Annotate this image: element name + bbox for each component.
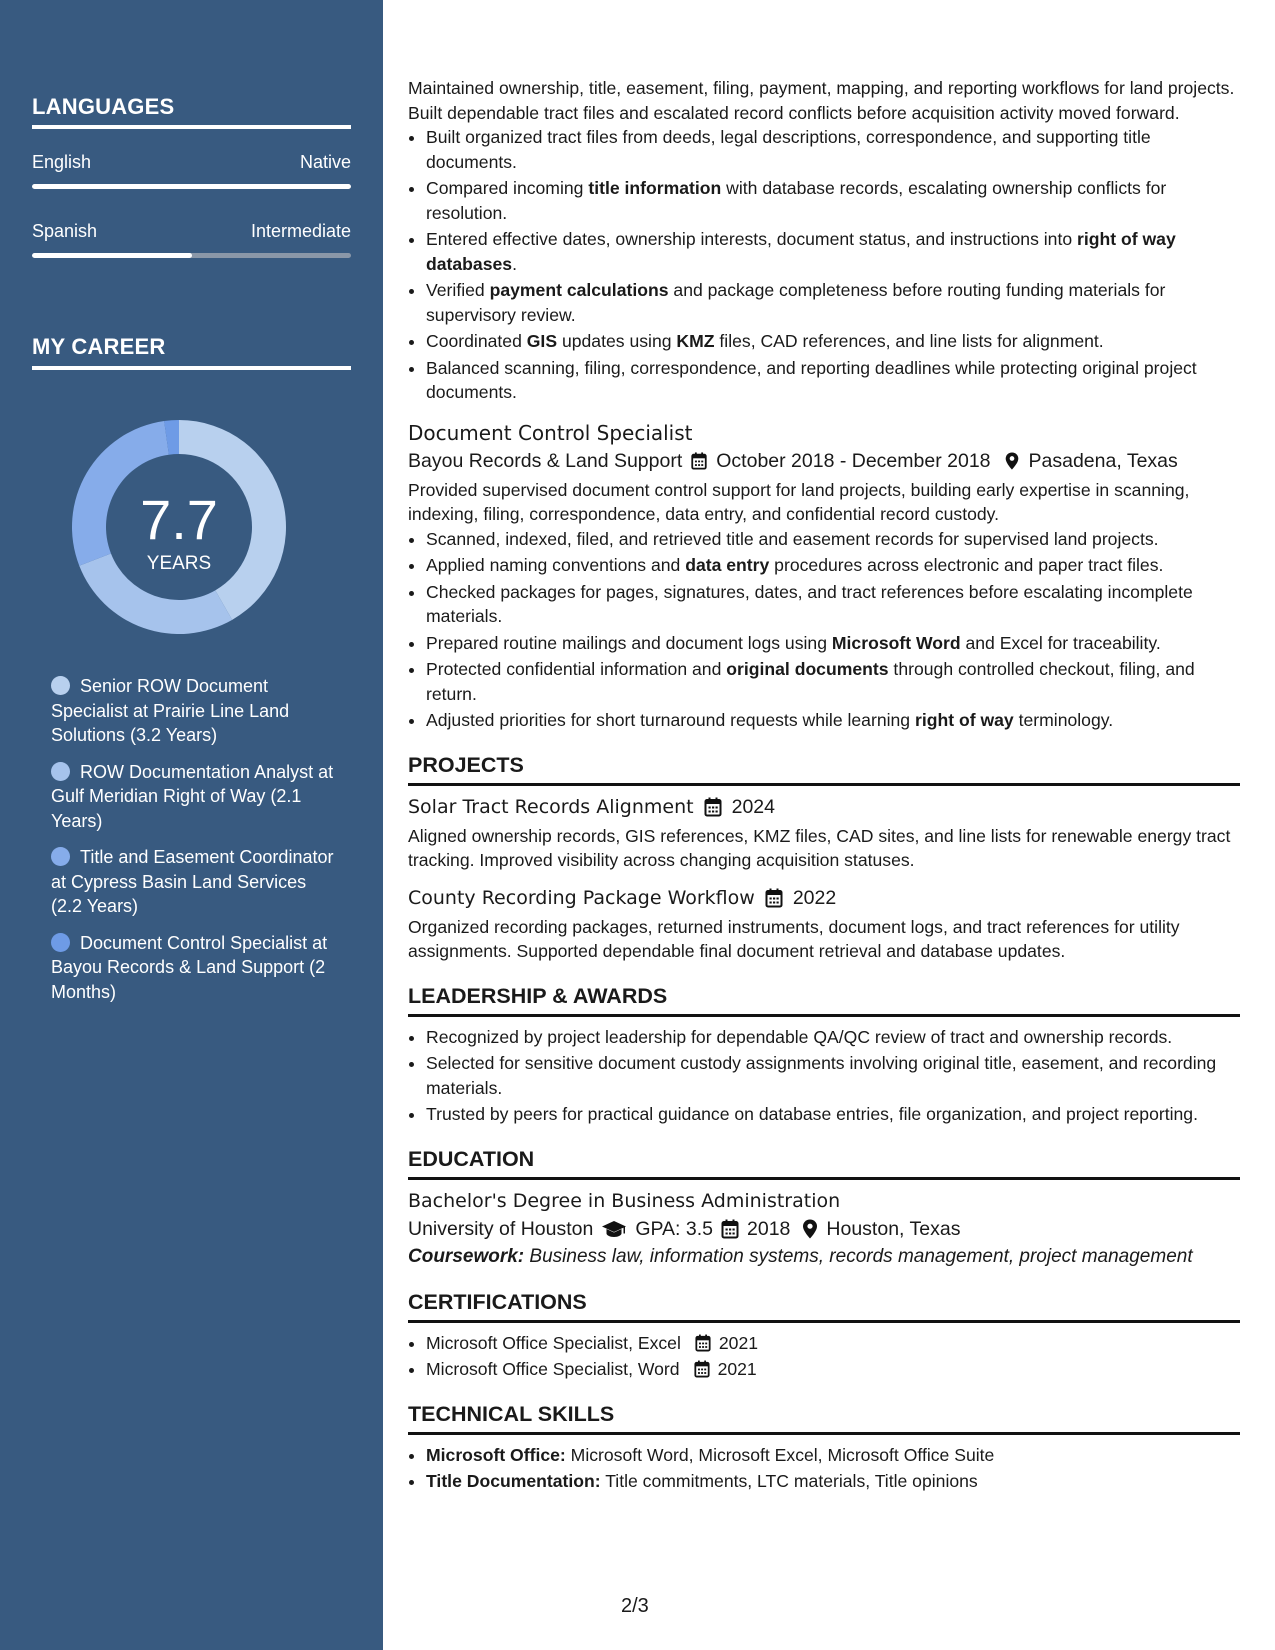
project-year: 2024 [731,795,775,818]
calendar-icon [704,797,722,817]
career-rule [32,366,351,370]
bullet-keyword: title information [588,178,722,198]
certifications-heading: CERTIFICATIONS [408,1288,1240,1323]
education-year: 2018 [747,1217,791,1240]
skills-heading: TECHNICAL SKILLS [408,1400,1240,1435]
language-row-spanish [32,221,351,242]
certification-name: • Microsoft Office Specialist, Word [426,1359,680,1379]
skill-label: Title Documentation: [426,1471,601,1491]
career-label: ROW Documentation Analyst at Gulf Meridian Right of Way (2.1 Years) [51,761,334,831]
job-dates: October 2018 - December 2018 [716,449,991,472]
bullet-text: with database records, escalating ownership conflicts for resolution. [426,178,1167,223]
project-title: Solar Tract Records Alignment [408,795,694,818]
bullet-item [426,176,1240,225]
coursework-text: Business law, information systems, records management, project management [524,1245,1193,1267]
bullet-text: Verified [426,280,490,300]
education-location: Houston, Texas [826,1217,961,1240]
career-list [51,674,341,1016]
bullet-text: updates using [557,331,677,351]
career-dot [51,676,70,695]
bullet-text: Checked packages for pages, signatures, dates, and tract references before escalating incomplete materials. [426,581,1193,626]
projects-heading: PROJECTS [408,751,1240,786]
language-bar-spanish [32,253,351,258]
calendar-icon [721,1219,739,1239]
certification-item [426,1331,1240,1356]
language-bar-english [32,184,351,189]
experience-summary: Maintained ownership, title, easement, filing, payment, mapping, and reporting workflows for land projects. Built dependable tract files and escalated record conflicts before acquisition activity moved forward. [408,78,1235,123]
certification-row [426,1331,758,1356]
education-meta [408,1214,1240,1244]
career-total: 7.7 [140,488,218,551]
job-summary: Provided supervised document control support for land projects, building early expertise in scanning, indexing, filing, correspondence, data entry, and confidential record custody. [408,479,1190,524]
project-title-row [408,794,1240,820]
sidebar [0,0,383,1650]
career-donut [66,414,292,640]
bullet-keyword: GIS [526,331,558,351]
bullet-text: Balanced scanning, filing, correspondence, and reporting deadlines while protecting original project documents. [426,357,1197,402]
education-gpa: GPA: 3.5 [635,1217,714,1240]
leadership-list [408,1025,1240,1127]
bullet-text: Coordinated [426,331,527,351]
calendar-icon [765,888,783,908]
project-title-row [408,885,1240,911]
bullet-item [426,708,1240,733]
calendar-icon [690,452,708,470]
bullet-item [426,356,1240,405]
bullet-text: through controlled checkout, filing, and return. [426,659,1195,704]
experience-bullets [408,125,1240,405]
job-company: Bayou Records & Land Support [408,449,683,472]
bullet-item [426,527,1240,552]
languages-rule [32,125,351,129]
certification-item [426,1357,1240,1382]
career-item [51,845,341,919]
bullet-item [426,125,1240,174]
bullet-text: and Excel for traceability. [960,632,1161,653]
career-label: Senior ROW Document Specialist at Prairie Line Land Solutions (3.2 Years) [51,676,290,745]
language-name: Spanish [32,221,98,241]
skill-item [426,1443,1240,1468]
location-pin-icon [802,1219,818,1239]
calendar-icon [695,1334,711,1352]
education-school: University of Houston [408,1217,594,1240]
language-bar-fill [32,253,192,258]
bullet-keyword: Microsoft Word [831,632,961,653]
bullet-keyword: original documents [726,659,889,679]
project-description: Aligned ownership records, GIS references, KMZ files, CAD sites, and line lists for renewable energy tract tracking. Improved visibility across changing acquisition statuses. [408,825,1231,870]
coursework-label: Coursework: [408,1245,525,1267]
skill-item [426,1469,1240,1494]
bullet-text: terminology. [1013,710,1114,730]
skill-label: Microsoft Office: [426,1444,566,1465]
career-dot [51,847,70,866]
education-coursework [408,1244,1240,1270]
calendar-icon [694,1360,710,1378]
bullet-item [426,631,1240,656]
bullet-item [426,329,1240,354]
bullet-text: Compared incoming [426,178,589,198]
language-bar-fill [32,184,351,189]
language-name: English [32,152,92,172]
bullet-keyword: data entry [685,555,770,575]
bullet-text: and package completeness before routing funding materials for supervisory review. [426,280,1166,325]
career-item [51,931,341,1005]
job-meta [408,446,1240,476]
bullet-item [426,227,1240,276]
projects-list [408,794,1240,964]
career-item [51,674,341,748]
career-dot [51,933,70,952]
page-number: 2/3 [621,1595,649,1617]
certifications-list [408,1331,1240,1382]
bullet-text: . [512,253,517,274]
skill-value: Microsoft Word, Microsoft Excel, Microsoft Office Suite [565,1444,995,1465]
location-pin-icon [1003,452,1021,470]
leadership-item: • Trusted by peers for practical guidance on database entries, file organization, and project reporting. [426,1102,1240,1127]
certification-row [426,1357,757,1382]
bullet-item [426,580,1240,629]
certification-year: 2021 [718,1332,759,1353]
language-row-english [32,152,351,173]
bullet-text: Built organized tract files from deeds, legal descriptions, correspondence, and supporting title documents. [426,127,1151,172]
main-content [408,76,1240,1496]
education-degree: Bachelor's Degree in Business Administration [408,1189,841,1212]
skill-value: Title commitments, LTC materials, Title opinions [600,1471,978,1491]
career-dot [51,762,70,781]
bullet-text: files, CAD references, and line lists for alignment. [714,331,1104,351]
career-unit: YEARS [146,553,212,574]
career-label: Document Control Specialist at Bayou Records & Land Support (2 Months) [51,932,328,1002]
education-heading: EDUCATION [408,1145,1240,1180]
languages-heading: LANGUAGES [32,94,175,119]
project-year: 2022 [792,886,837,909]
bullet-text: Entered effective dates, ownership interests, document status, and instructions into [426,229,1078,249]
job-bullets [408,527,1240,733]
bullet-text: Protected confidential information and [426,659,727,679]
graduation-cap-icon [601,1220,627,1238]
career-heading: MY CAREER [32,334,166,359]
certification-year: 2021 [717,1359,757,1379]
leadership-item: • Recognized by project leadership for dependable QA/QC review of tract and ownership records. [426,1025,1240,1050]
leadership-item: • Selected for sensitive document custody assignments involving original title, easement, and recording materials. [426,1051,1240,1100]
bullet-text: Prepared routine mailings and document logs using [426,632,832,653]
skills-list [408,1443,1240,1494]
career-item [51,760,341,834]
career-label: Title and Easement Coordinator at Cypress Basin Land Services (2.2 Years) [51,847,334,916]
bullet-keyword: payment calculations [489,280,669,300]
language-level: Native [299,152,351,172]
bullet-keyword: right of way databases [426,229,1176,274]
bullet-keyword: KMZ [676,331,715,351]
bullet-text: Scanned, indexed, filed, and retrieved title and easement records for supervised land projects. [426,528,1159,549]
bullet-text: Applied naming conventions and [426,555,686,575]
project-title: County Recording Package Workflow [408,886,755,909]
job-location: Pasadena, Texas [1028,449,1178,472]
language-level: Intermediate [250,221,351,241]
bullet-item [426,278,1240,327]
job-title: Document Control Specialist [408,420,693,445]
leadership-heading: LEADERSHIP & AWARDS [408,982,1240,1017]
certification-name: • Microsoft Office Specialist, Excel [426,1332,681,1353]
bullet-text: Adjusted priorities for short turnaround requests while learning [426,710,915,730]
bullet-text: procedures across electronic and paper tract files. [769,555,1164,575]
project-description: Organized recording packages, returned instruments, document logs, and tract references for utility assignments. Supported dependable final document retrieval and database updates. [408,916,1180,961]
bullet-item [426,553,1240,578]
bullet-keyword: right of way [914,710,1014,730]
bullet-item [426,657,1240,706]
